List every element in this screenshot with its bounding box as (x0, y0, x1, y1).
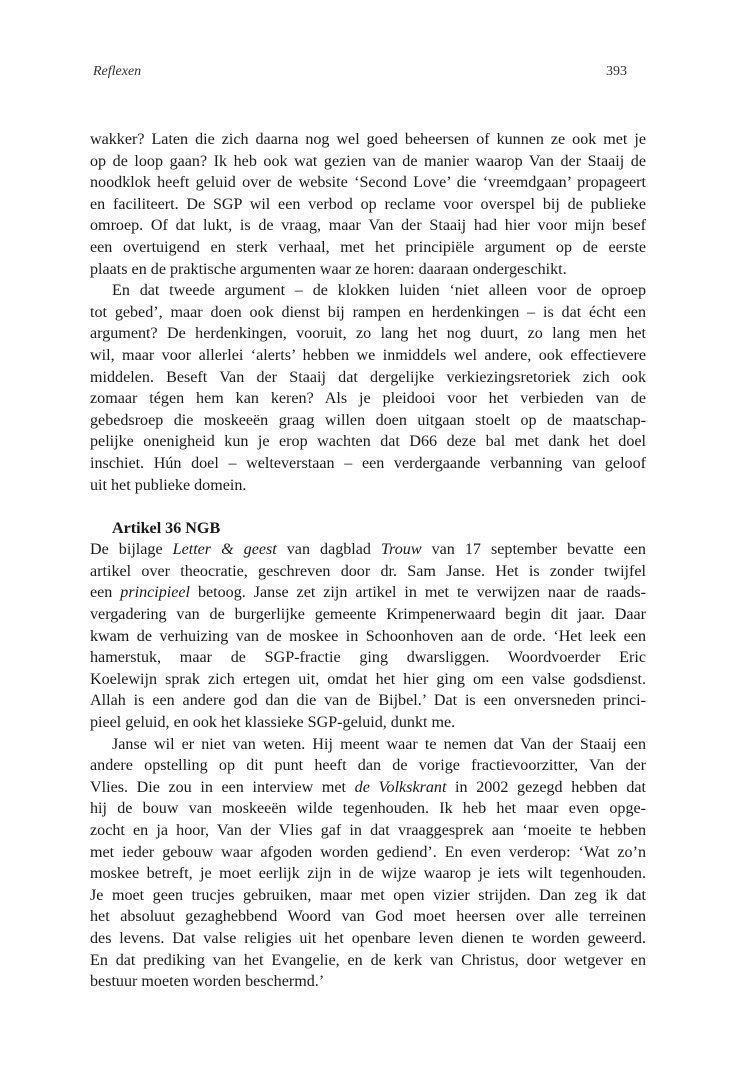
text-line (90, 215, 646, 237)
text-run: Janse wil er niet van weten. Hij meent waar te nemen dat Van der Staaij een (112, 735, 646, 753)
text-run: tot gebed’, maar doen ook dienst bij rampen en herdenkingen – is dat écht een (90, 303, 646, 321)
text-line (90, 885, 646, 907)
text-run: zocht en ja hoor, Van der Vlies gaf in dat vraaggesprek aan ‘moeite te hebben (90, 822, 646, 839)
text-run: De bijlage (90, 541, 173, 559)
text-run: En dat prediking van het Evangelie, en de kerk van Christus, door wetgever en (90, 951, 646, 969)
text-line (90, 453, 646, 475)
text-line (90, 755, 646, 777)
text-line (90, 669, 646, 691)
text-line (90, 302, 646, 324)
paragraph (90, 539, 646, 733)
text-run: En dat tweede argument – de klokken luiden ‘niet alleen voor de oproep (112, 282, 646, 300)
section-heading: Artikel 36 NGB (112, 519, 221, 537)
text-line (90, 928, 646, 950)
text-run: pieel geluid, en ook het klassieke SGP-geluid, dunkt me. (90, 714, 456, 732)
text-run: het absoluut gezaghebbend Woord van God moet heersen over alle terreinen (90, 908, 646, 926)
text-line (90, 259, 646, 281)
text-run: bestuur moeten worden beschermd.’ (90, 973, 325, 991)
body-text (90, 129, 646, 993)
text-run: zomaar tégen hem kan keren? Als je pleidooi voor het verbieden van de (90, 390, 646, 408)
text-line (90, 842, 646, 864)
text-run: op de loop gaan? Ik heb ook wat gezien van de manier waarop Van der Staaij de (90, 152, 646, 170)
text-run: plaats en de praktische argumenten waar ze horen: daaraan ondergeschikt. (90, 260, 567, 278)
text-run: van dagblad (276, 541, 381, 559)
text-line (90, 582, 646, 604)
text-line (90, 431, 646, 453)
text-line (90, 280, 646, 302)
text-line (90, 863, 646, 885)
text-run: hamerstuk, maar de SGP-fractie ging dwarsliggen. Woordvoerder Eric (90, 649, 646, 667)
text-run: des levens. Dat valse religies uit het openbare leven dienen te worden geweerd. (90, 929, 646, 947)
text-run: in 2002 gezegd hebben dat (446, 778, 646, 796)
text-line (90, 367, 646, 389)
italic-text: de Volkskrant (354, 778, 447, 796)
text-line (90, 237, 646, 259)
text-line (90, 129, 646, 151)
text-line (90, 172, 646, 194)
text-run: argument? De herdenkingen, vooruit, zo lang het nog duurt, zo lang men het (90, 325, 646, 343)
text-run: wakker? Laten die zich daarna nog wel goed beheersen of kunnen ze ook met je (90, 131, 646, 148)
text-line (90, 798, 646, 820)
text-line (90, 388, 646, 410)
text-run: omroep. Of dat lukt, is de vraag, maar Van der Staaij had hier voor mijn besef (90, 217, 646, 235)
text-run: moskee betreft, je moet eerlijk zijn in de wijze waarop je iets wilt tegenhouden. (90, 865, 646, 883)
text-line (90, 906, 646, 928)
italic-text: Trouw (381, 541, 422, 559)
paragraph (90, 734, 646, 993)
text-line (90, 950, 646, 972)
running-title: Reflexen (93, 64, 142, 79)
text-line (90, 345, 646, 367)
text-line (90, 410, 646, 432)
text-run: kwam de verhuizing van de moskee in Schoonhoven aan de orde. ‘Het leek een (90, 627, 646, 645)
text-line (90, 820, 646, 842)
italic-text: principieel (120, 584, 191, 602)
text-run: wil, maar voor allerlei ‘alerts’ hebben we inmiddels wel andere, ook effectievere (90, 346, 646, 364)
text-run: vergadering van de burgerlijke gemeente Krimpenerwaard begin dit jaar. Daar (90, 606, 646, 624)
text-run: een overtuigend en sterk verhaal, met het principiële argument op de eerste (90, 238, 646, 256)
text-run: en faciliteert. De SGP wil een verbod op reclame voor overspel bij de publieke (90, 195, 646, 213)
text-line (90, 626, 646, 648)
text-line (90, 604, 646, 626)
text-line (90, 539, 646, 561)
text-line (90, 777, 646, 799)
text-line (90, 971, 646, 993)
text-line (90, 647, 646, 669)
text-run: noodklok heeft geluid over de website ‘Second Love’ die ‘vreemdgaan’ propageert (90, 174, 646, 192)
text-line (90, 561, 646, 583)
text-run: van 17 september bevatte een (421, 541, 646, 559)
section-gap (90, 496, 646, 518)
text-run: met ieder gebouw waar afgoden worden gediend’. En even verderop: ‘Wat zo’n (90, 843, 646, 861)
text-line (90, 712, 646, 734)
text-line (90, 690, 646, 712)
text-run: middelen. Beseft Van der Staaij dat dergelijke verkiezingsretoriek zich ook (90, 368, 646, 386)
paragraph (90, 129, 646, 280)
text-run: Vlies. Die zou in een interview met (90, 778, 355, 796)
text-run: Koelewijn sprak zich ertegen uit, omdat het hier ging om een valse godsdienst. (90, 670, 646, 688)
text-run: Allah is een andere god dan die van de Bijbel.’ Dat is een onversneden princi- (90, 692, 646, 710)
text-run: een (90, 584, 121, 602)
text-line (90, 194, 646, 216)
text-run: betoog. Janse zet zijn artikel in met te verwijzen naar de raads- (190, 584, 647, 602)
page-number: 393 (606, 64, 627, 79)
text-run: uit het publieke domein. (90, 476, 247, 494)
paragraph (90, 280, 646, 496)
text-run: gebedsroep die moskeeën graag willen doen uitgaan stoelt op de maatschap- (90, 411, 646, 429)
text-line (90, 323, 646, 345)
text-run: Je moet geen trucjes gebruiken, maar met open vizier strijden. Dan zeg ik dat (90, 886, 646, 904)
italic-text: Letter & geest (172, 541, 277, 559)
text-run: pelijke onenigheid kun je erop wachten dat D66 deze bal met dank het doel (90, 433, 646, 451)
text-run: inschiet. Hún doel – welteverstaan – een verdergaande verbanning van geloof (90, 454, 646, 472)
text-run: andere opstelling op dit punt heeft dan de vorige fractievoorzitter, Van der (90, 757, 646, 775)
text-line (90, 151, 646, 173)
text-run: artikel over theocratie, geschreven door dr. Sam Janse. Het is zonder twijfel (90, 562, 646, 580)
text-run: hij de bouw van moskeeën wilde tegenhouden. Ik heb het maar even opge- (90, 800, 646, 818)
text-line (90, 475, 646, 497)
text-line (90, 734, 646, 756)
